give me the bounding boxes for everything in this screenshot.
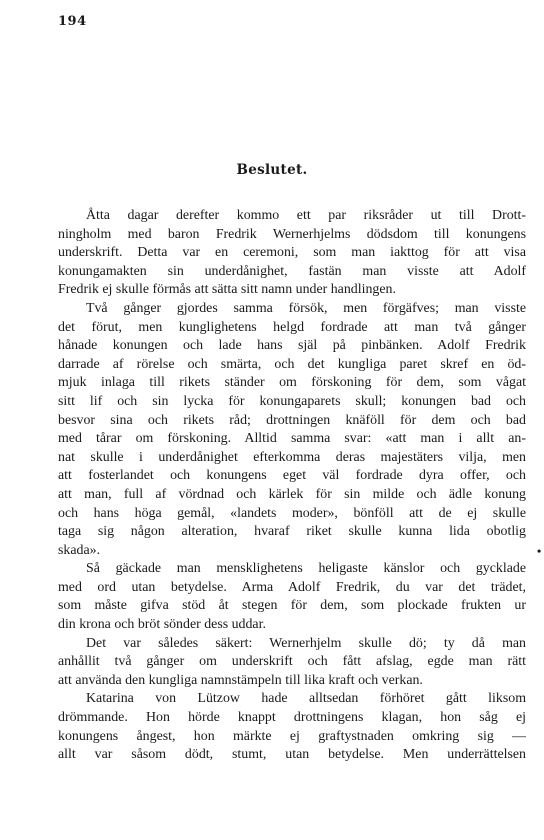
text-line: Katarina von Lützow hade alltsedan förhöret gått liksom bbox=[86, 691, 526, 707]
margin-mark: • bbox=[537, 544, 542, 558]
text-line: drömmande. Hon hörde knappt drottningens klagan, hon såg ej bbox=[58, 710, 526, 726]
text-line: och hans höga gemål, «landets moder», bönföll att de ej skulle bbox=[58, 505, 526, 521]
paragraph bbox=[58, 635, 526, 691]
text-line: med ord utan betydelse. Arma Adolf Fredrik, du var det trädet, bbox=[58, 579, 526, 595]
paragraph bbox=[58, 300, 526, 560]
text-line: hånade konungen och lade hans själ på pinbänken. Adolf Fredrik bbox=[58, 338, 526, 354]
text-line: skada». bbox=[58, 542, 101, 558]
paragraph bbox=[58, 207, 526, 300]
text-line: med tårar om förskoning. Alltid samma svar: «att man i allt an- bbox=[58, 431, 526, 447]
text-line: Så gäckade man mensklighetens heligaste känslor och gycklade bbox=[86, 561, 526, 577]
page-number: 194 bbox=[58, 14, 87, 29]
body-text bbox=[58, 207, 526, 765]
text-line: anhållit två gånger om underskrift och fått afslag, egde man rätt bbox=[58, 654, 526, 670]
text-line: nat skulle i underdånighet efterkomma deras majestäters vilja, men bbox=[58, 449, 526, 465]
text-line: underskrift. Detta var en ceremoni, som man iakttog för att visa bbox=[58, 245, 526, 261]
text-line: taga sig någon alteration, hvaraf riket skulle kunna lida obotlig bbox=[58, 524, 526, 540]
text-line: sitt lif och sin lycka för konungaparets skull; konungen bad och bbox=[58, 393, 526, 409]
text-line: att fosterlandet och konungens eget väl fordrade dyra offer, och bbox=[58, 468, 526, 484]
text-line: konungamakten sin underdånighet, fastän man visste att Adolf bbox=[58, 263, 526, 279]
text-line: mjuk inlaga till rikets ständer om förskoning för dem, som vågat bbox=[58, 375, 526, 391]
text-line: Två gånger gjordes samma försök, men förgäfves; man visste bbox=[86, 300, 526, 316]
text-line: som måste gifva stöd åt stegen för dem, som plockade frukten ur bbox=[58, 598, 526, 614]
text-line: din krona och bröt sönder dess uddar. bbox=[58, 617, 266, 633]
text-line: att man, full af vördnad och kärlek för sin milde och ädle konung bbox=[58, 486, 526, 502]
paragraph bbox=[58, 560, 526, 634]
text-line: ningholm med baron Fredrik Wernerhjelms dödsdom till konungens bbox=[58, 226, 526, 242]
text-line: Åtta dagar derefter kommo ett par riksråder ut till Drott- bbox=[86, 208, 526, 223]
paragraph bbox=[58, 690, 526, 764]
text-line: Det var således säkert: Wernerhjelm skulle dö; ty då man bbox=[86, 635, 526, 651]
text-line: allt var såsom dödt, stumt, utan betydelse. Men underrättelsen bbox=[58, 747, 526, 763]
text-line: det förut, men kunglighetens helgd fordrade att man två gånger bbox=[58, 319, 526, 335]
chapter-title: Beslutet. bbox=[236, 162, 308, 178]
text-line: darrade af rörelse och smärta, och det kungliga paret skref en öd- bbox=[58, 356, 526, 372]
text-line: Fredrik ej skulle förmås att sätta sitt namn under handlingen. bbox=[58, 282, 396, 298]
text-line: besvor sina och rikets råd; drottningen knäföll för dem och bad bbox=[58, 412, 526, 428]
text-line: att använda den kungliga namnstämpeln till lika kraft och verkan. bbox=[58, 672, 423, 688]
text-line: konungens ångest, hon märkte ej graftystnaden omkring sig — bbox=[58, 728, 526, 744]
